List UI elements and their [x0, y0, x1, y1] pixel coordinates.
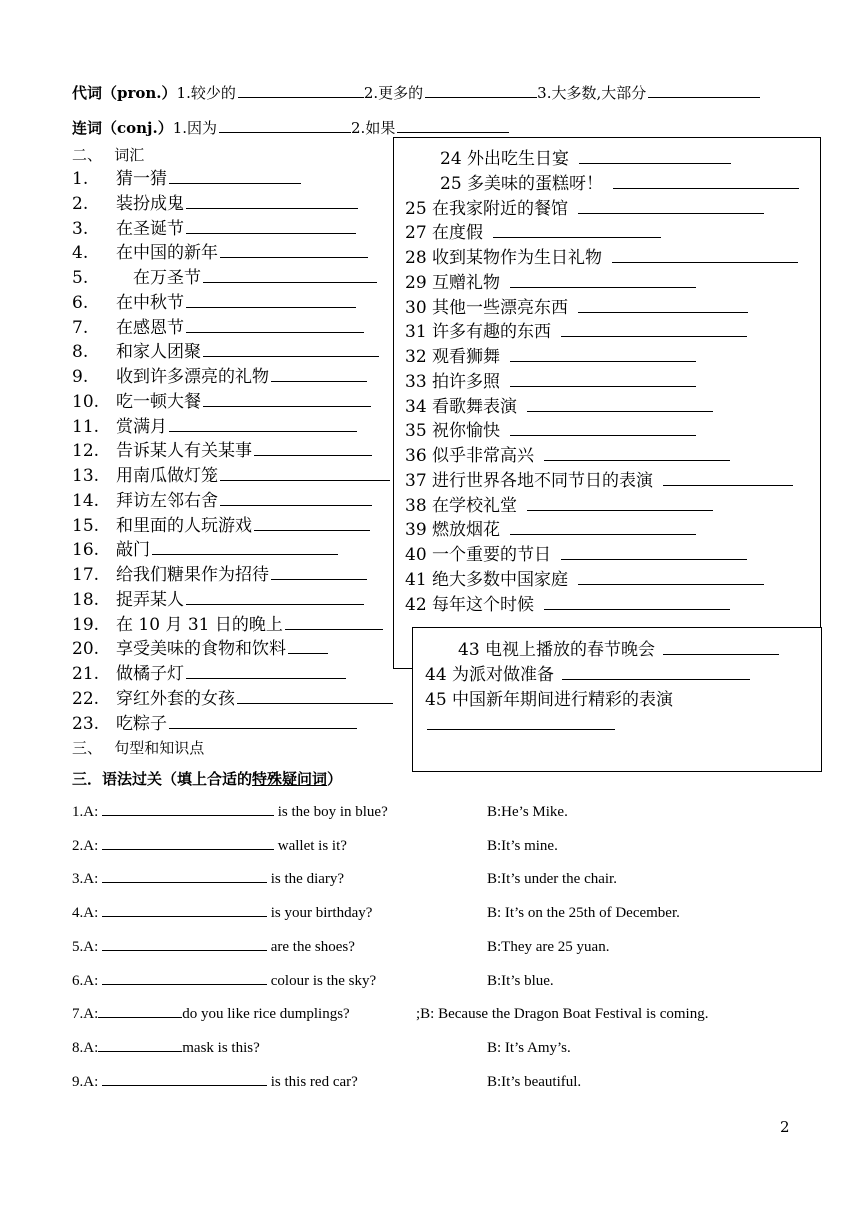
vocab-right-item: [405, 293, 748, 318]
vocab-right-item: [405, 218, 661, 243]
question-prefix: 4.A:: [72, 905, 102, 922]
question-prefix: 2.A:: [72, 837, 102, 854]
question-tail: is the boy in blue?: [274, 804, 388, 820]
question-blank[interactable]: [102, 983, 267, 985]
pron-item-2: 2.更多的: [363, 84, 424, 102]
vocab-text: 27 在度假: [405, 223, 484, 244]
vocab-right-item: [405, 392, 713, 417]
question-row: [72, 939, 355, 956]
answer-text: B:It’s mine.: [487, 837, 558, 854]
question-row: [72, 838, 347, 855]
vocab-blank[interactable]: [186, 677, 346, 679]
conj-item-1: 1.因为: [172, 119, 218, 137]
vocab-blank[interactable]: [237, 702, 393, 704]
question-prefix: 1.A:: [72, 804, 102, 820]
vocab-left-item: [72, 362, 367, 387]
page-number: 2: [780, 1118, 790, 1136]
question-tail: mask is this?: [182, 1039, 260, 1056]
question-tail: is your birthday?: [267, 905, 373, 922]
vocab-right-item: [405, 466, 793, 491]
vocab-blank[interactable]: [510, 385, 696, 387]
vocab-num: 16.: [72, 540, 100, 561]
grammar-heading-prefix: 三．语法过关（填上合适的: [72, 770, 253, 788]
vocab-text: 25 在我家附近的餐馆: [405, 198, 569, 219]
vocab-text: 吃一顿大餐: [116, 391, 201, 412]
question-tail: do you like rice dumplings?: [182, 1006, 350, 1023]
vocab-left-item: [72, 684, 393, 709]
vocab-num: 23.: [72, 713, 100, 734]
vocab-blank[interactable]: [510, 286, 696, 288]
vocab-left-item: [72, 288, 356, 313]
vocab-blank[interactable]: [271, 380, 367, 382]
vocab-num: 2.: [72, 193, 89, 214]
question-blank[interactable]: [102, 881, 267, 883]
vocab-blank[interactable]: [186, 306, 356, 308]
vocab-num: 7.: [72, 317, 89, 338]
vocab-blank[interactable]: [578, 212, 764, 214]
question-blank[interactable]: [102, 848, 274, 850]
question-tail: colour is the sky?: [267, 972, 377, 989]
vocab-left-item: [72, 337, 379, 362]
conj-blank-1[interactable]: [219, 131, 351, 133]
answer-text: B:It’s beautiful.: [487, 1073, 582, 1090]
vocab-blank[interactable]: [493, 236, 661, 238]
vocab-right-item: [405, 540, 747, 565]
question-blank[interactable]: [102, 915, 267, 917]
vocab-text: 收到许多漂亮的礼物: [116, 367, 269, 387]
vocab-blank[interactable]: [663, 484, 793, 486]
vocab-blank[interactable]: [561, 558, 747, 560]
answer-text: B:It’s blue.: [487, 972, 554, 989]
pron-line: [72, 82, 760, 103]
vocab-num: 20.: [72, 639, 100, 660]
vocab-blank[interactable]: [169, 727, 357, 729]
question-prefix: 7.A:: [72, 1006, 99, 1023]
vocab-left-item: [72, 313, 364, 338]
vocab-blank[interactable]: [186, 232, 356, 234]
vocab-text: 猜一猜: [116, 169, 167, 189]
answer-text: B:He’s Mike.: [487, 804, 568, 820]
vocab-blank[interactable]: [527, 509, 713, 511]
vocab-num: 12.: [72, 441, 100, 462]
vocab-blank[interactable]: [285, 628, 383, 630]
answer-text: B:It’s under the chair.: [487, 871, 617, 888]
vocab-blank[interactable]: [220, 256, 368, 258]
vocab-text: 用南瓜做灯笼: [116, 466, 218, 486]
vocab-left-item: [72, 189, 358, 214]
vocab-left-item: [72, 412, 357, 437]
vocab-left-item: [72, 263, 377, 288]
vocab-text: 装扮成鬼: [116, 193, 184, 214]
vocab-right-item: [405, 342, 696, 367]
vocab-text: 33 拍许多照: [405, 371, 501, 392]
vocab-num: 5.: [72, 268, 89, 288]
vocab-text: 35 祝你愉快: [405, 421, 501, 442]
vocab-right-item: [405, 590, 730, 615]
vocab-text: 29 互赠礼物: [405, 272, 501, 293]
vocab-text: 37 进行世界各地不同节日的表演: [405, 470, 654, 491]
vocab-num: 1.: [72, 169, 89, 189]
vocab-blank[interactable]: [203, 281, 377, 283]
vocab-blank[interactable]: [510, 434, 696, 436]
vocab-bottom-item: [425, 660, 750, 685]
vocab-text: 和家人团聚: [116, 342, 201, 363]
vocab-blank[interactable]: [254, 454, 372, 456]
vocab-text: 在中国的新年: [116, 243, 218, 264]
vocab-text: 在 10 月 31 日的晚上: [116, 614, 283, 635]
vocab-text: 36 似乎非常高兴: [405, 446, 535, 466]
conj-blank-2[interactable]: [397, 131, 509, 133]
vocab-blank[interactable]: [203, 405, 371, 407]
question-row: [72, 973, 376, 990]
vocab-num: 17.: [72, 565, 100, 585]
vocab-blank[interactable]: [186, 331, 364, 333]
vocab-num: 10.: [72, 391, 100, 412]
vocab-text: 40 一个重要的节日: [405, 545, 552, 565]
question-row: [72, 1074, 358, 1091]
vocab-right-item: [440, 144, 731, 169]
grammar-heading-underlined: 特殊疑问词: [252, 770, 328, 788]
vocab-blank[interactable]: [254, 529, 370, 531]
vocab-blank[interactable]: [169, 182, 301, 184]
vocab-text: 告诉某人有关某事: [116, 441, 252, 462]
vocab-text: 在感恩节: [116, 317, 184, 338]
vocab-blank[interactable]: [169, 430, 357, 432]
answer-text: B: It’s on the 25th of December.: [487, 905, 680, 922]
vocab-text: 41 绝大多数中国家庭: [405, 569, 569, 590]
vocab-left-item: [72, 387, 371, 412]
vocab-text: 给我们糖果作为招待: [116, 565, 269, 585]
conj-line: [72, 117, 509, 138]
vocab-right-item: [405, 268, 696, 293]
vocab-text: 39 燃放烟花: [405, 520, 501, 541]
vocab-right-item: [405, 416, 696, 441]
pron-item-3: 3.大多数,大部分: [537, 84, 647, 102]
vocab-blank[interactable]: [578, 311, 748, 313]
vocab-blank[interactable]: [288, 652, 328, 654]
vocab-right-item: [440, 169, 799, 194]
vocab-right-item: [405, 243, 798, 268]
vocab-text: 和里面的人玩游戏: [116, 515, 252, 536]
pron-item-1: 1.较少的: [176, 84, 236, 102]
vocab-bottom-item: [458, 635, 779, 660]
vocab-left-item: [72, 709, 357, 734]
question-tail: is this red car?: [267, 1073, 358, 1090]
vocab-text: 吃粽子: [116, 713, 167, 734]
vocab-blank[interactable]: [186, 603, 364, 605]
vocab-left-item: [72, 535, 338, 560]
vocab-blank[interactable]: [220, 504, 372, 506]
question-blank[interactable]: [98, 1050, 182, 1052]
vocab-left-item: [72, 238, 368, 263]
vocab-text: 31 许多有趣的东西: [405, 322, 552, 343]
question-row: [72, 905, 372, 922]
question-tail: wallet is it?: [274, 837, 347, 854]
question-tail: are the shoes?: [267, 938, 355, 955]
question-prefix: 5.A:: [72, 938, 102, 955]
vocab-text: 拜访左邻右舍: [116, 490, 218, 511]
vocab-text: 38 在学校礼堂: [405, 495, 518, 516]
vocab-num: 15.: [72, 515, 100, 536]
question-row: [72, 804, 388, 821]
vocab-num: 19.: [72, 614, 100, 635]
grammar-heading-suffix: ）: [327, 770, 343, 788]
vocab-num: 13.: [72, 466, 100, 486]
conj-label: 连词（conj.）: [72, 119, 173, 137]
vocab-text: 在圣诞节: [116, 218, 184, 239]
vocab-text: 在中秋节: [116, 292, 184, 313]
question-row: [72, 871, 344, 888]
vocab-left-item: [72, 164, 301, 189]
vocab-text: 42 每年这个时候: [405, 594, 535, 615]
vocab-blank-45[interactable]: [427, 728, 615, 730]
vocab-text: 穿红外套的女孩: [116, 688, 235, 709]
vocab-blank[interactable]: [186, 207, 358, 209]
vocab-blank[interactable]: [527, 410, 713, 412]
vocab-num: 22.: [72, 688, 100, 709]
question-blank[interactable]: [98, 1016, 182, 1018]
answer-text: B:They are 25 yuan.: [487, 938, 610, 955]
question-blank[interactable]: [102, 1084, 267, 1086]
vocab-left-item: [72, 486, 372, 511]
question-prefix: 8.A:: [72, 1039, 99, 1056]
vocab-blank[interactable]: [663, 653, 779, 655]
vocab-right-item: [405, 317, 747, 342]
vocab-right-item: [405, 565, 764, 590]
pron-blank-1[interactable]: [238, 96, 364, 98]
vocab-text: 28 收到某物作为生日礼物: [405, 248, 603, 268]
vocab-text: 44 为派对做准备: [425, 665, 555, 685]
question-row: [72, 1040, 260, 1057]
vocab-num: 11.: [72, 416, 100, 437]
section3-heading: 三、 句型和知识点: [72, 739, 205, 757]
conj-item-2: 2.如果: [351, 119, 396, 137]
vocab-blank[interactable]: [544, 459, 730, 461]
question-row: [72, 1006, 350, 1023]
section2-heading: 二、 词汇: [72, 146, 145, 164]
vocab-text: 25 多美味的蛋糕呀！: [440, 173, 604, 194]
vocab-left-item: [72, 511, 370, 536]
vocab-text: 做橘子灯: [116, 664, 184, 684]
vocab-blank[interactable]: [561, 335, 747, 337]
vocab-left-item: [72, 610, 383, 635]
answer-text: ;B: Because the Dragon Boat Festival is coming.: [416, 1006, 709, 1023]
vocab-blank[interactable]: [510, 360, 696, 362]
vocab-blank[interactable]: [152, 553, 338, 555]
vocab-left-item: [72, 659, 346, 684]
vocab-blank[interactable]: [271, 578, 367, 580]
vocab-left-item: [72, 461, 390, 486]
vocab-right-item: [405, 194, 764, 219]
question-blank[interactable]: [102, 949, 267, 951]
question-prefix: 9.A:: [72, 1073, 102, 1090]
vocab-blank[interactable]: [578, 583, 764, 585]
question-prefix: 3.A:: [72, 871, 102, 888]
vocab-text: 捉弄某人: [116, 589, 184, 610]
vocab-left-item: [72, 634, 328, 659]
vocab-left-item: [72, 214, 356, 239]
vocab-blank[interactable]: [613, 187, 799, 189]
pron-blank-3[interactable]: [648, 96, 760, 98]
vocab-num: 8.: [72, 342, 89, 363]
vocab-num: 21.: [72, 664, 100, 684]
vocab-num: 3.: [72, 218, 89, 239]
vocab-text: 32 观看狮舞: [405, 347, 501, 367]
vocab-num: 6.: [72, 292, 89, 313]
vocab-right-item: [405, 491, 713, 516]
vocab-text: 享受美味的食物和饮料: [116, 639, 286, 660]
vocab-text: 24 外出吃生日宴: [440, 149, 570, 169]
vocab-blank[interactable]: [544, 608, 730, 610]
vocab-text: 34 看歌舞表演: [405, 396, 518, 417]
pron-blank-2[interactable]: [425, 96, 537, 98]
vocab-blank[interactable]: [220, 479, 390, 481]
vocab-num: 4.: [72, 243, 89, 264]
vocab-blank[interactable]: [510, 533, 696, 535]
vocab-right-item: [405, 515, 696, 540]
vocab-blank[interactable]: [579, 162, 731, 164]
vocab-text: 43 电视上播放的春节晚会: [458, 640, 656, 660]
vocab-bottom-item: [425, 685, 673, 710]
vocab-blank[interactable]: [203, 355, 379, 357]
vocab-blank[interactable]: [562, 678, 750, 680]
vocab-text: 45 中国新年期间进行精彩的表演: [425, 690, 674, 710]
vocab-num: 14.: [72, 490, 100, 511]
question-blank[interactable]: [102, 814, 274, 816]
question-prefix: 6.A:: [72, 972, 102, 989]
vocab-right-item: [405, 441, 730, 466]
vocab-left-item: [72, 436, 372, 461]
vocab-text: 30 其他一些漂亮东西: [405, 297, 569, 318]
vocab-text: 敲门: [116, 540, 150, 561]
question-tail: is the diary?: [267, 871, 345, 888]
vocab-left-item: [72, 585, 364, 610]
pron-label: 代词（pron.）: [72, 84, 177, 102]
grammar-heading: [72, 768, 342, 789]
vocab-left-item: [72, 560, 367, 585]
vocab-text: 在万圣节: [116, 268, 201, 288]
vocab-right-item: [405, 367, 696, 392]
vocab-num: 18.: [72, 589, 100, 610]
vocab-num: 9.: [72, 367, 89, 387]
vocab-text: 赏满月: [116, 416, 167, 437]
vocab-blank[interactable]: [612, 261, 798, 263]
answer-text: B: It’s Amy’s.: [487, 1039, 571, 1056]
